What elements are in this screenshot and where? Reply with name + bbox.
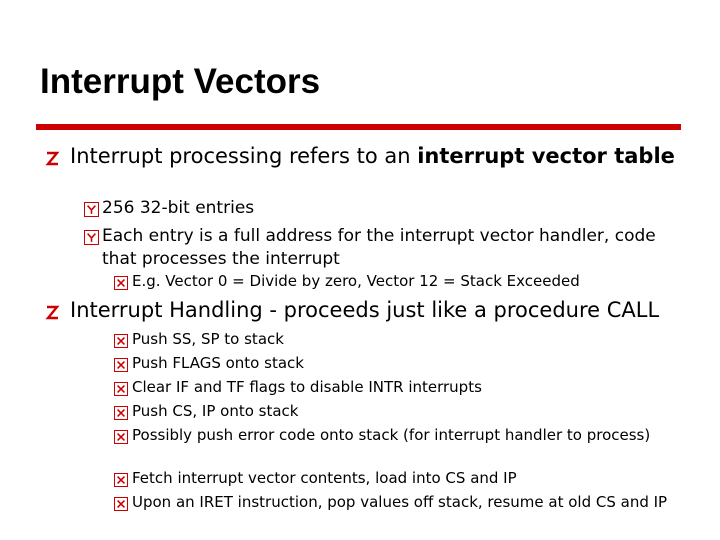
bullet-text: 256 32-bit entries <box>102 198 255 218</box>
x-box-bullet-icon <box>114 382 128 396</box>
x-box-bullet-icon <box>114 334 128 348</box>
x-box-bullet-icon <box>114 358 128 372</box>
bullet-text: Possibly push error code onto stack (for interrupt handler to process) <box>132 426 651 444</box>
bullet-text: Fetch interrupt vector contents, load into CS and IP <box>132 469 517 487</box>
bullet-text: E.g. Vector 0 = Divide by zero, Vector 12 = Stack Exceeded <box>132 272 580 290</box>
list-item <box>84 225 684 269</box>
x-box-bullet-icon <box>114 430 128 444</box>
list-item <box>114 328 674 351</box>
list-item <box>114 467 674 490</box>
list-item <box>84 197 684 220</box>
y-box-bullet-icon <box>84 230 99 245</box>
list-item <box>114 400 674 423</box>
list-item <box>114 491 674 514</box>
x-box-bullet-icon <box>114 497 128 511</box>
bullet-text: Clear IF and TF flags to disable INTR interrupts <box>132 378 482 396</box>
bullet-text: Push FLAGS onto stack <box>132 354 304 372</box>
list-item <box>114 270 674 293</box>
list-item <box>114 376 674 399</box>
bullet-text: Upon an IRET instruction, pop values off stack, resume at old CS and IP <box>132 493 668 511</box>
x-box-bullet-icon <box>114 276 128 290</box>
list-item <box>44 297 684 323</box>
z-bullet-icon <box>44 303 60 321</box>
x-box-bullet-icon <box>114 406 128 420</box>
z-bullet-icon <box>44 149 60 167</box>
list-item <box>114 352 674 375</box>
slide-title: Interrupt Vectors <box>40 62 321 101</box>
bullet-text: Each entry is a full address for the interrupt vector handler, code that processes the interrupt <box>102 226 656 269</box>
bullet-text-bold: interrupt vector table <box>417 144 675 168</box>
title-underline <box>36 124 681 130</box>
y-box-bullet-icon <box>84 202 99 217</box>
bullet-text: Push CS, IP onto stack <box>132 402 299 420</box>
list-item <box>114 424 674 447</box>
list-item <box>44 143 684 169</box>
bullet-text: Interrupt processing refers to an <box>70 144 418 168</box>
bullet-text: Push SS, SP to stack <box>132 330 284 348</box>
bullet-text: Interrupt Handling - proceeds just like a procedure CALL <box>70 298 660 322</box>
x-box-bullet-icon <box>114 473 128 487</box>
